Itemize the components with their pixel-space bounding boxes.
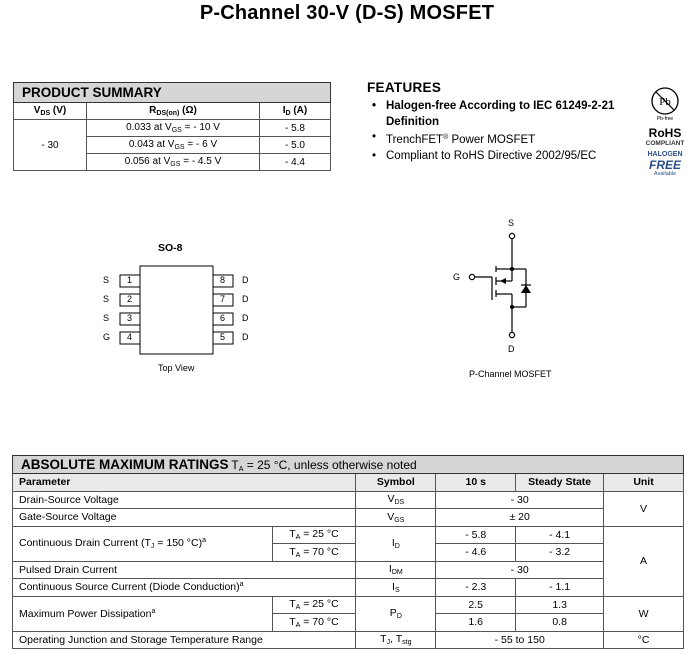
col-vds: $V_{DS}$ (V) [14, 103, 87, 120]
rds-row-3: 0.056 at $V_{GS}$ = - 4.5 V [87, 154, 260, 171]
pin-label: S [103, 313, 110, 323]
so8-package-diagram [100, 236, 250, 386]
unit-w: W [604, 596, 684, 631]
rohs-badge [640, 86, 690, 177]
package-name: SO-8 [158, 242, 183, 254]
id-row-3: - 4.4 [260, 154, 331, 171]
free-label: FREE [648, 158, 681, 172]
table-row: Gate-Source Voltage $V_{GS}$ ± 20 [13, 509, 684, 527]
unit-c: °C [604, 631, 684, 649]
table-row: Continuous Source Current (Diode Conduction)$^a$ $I_S$ - 2.3 - 1.1 [13, 579, 684, 597]
source-label: S [508, 218, 515, 228]
schematic-caption: P-Channel MOSFET [469, 369, 552, 379]
features-heading: FEATURES [367, 80, 442, 95]
pin-number: 2 [127, 294, 133, 304]
table-row: Drain-Source Voltage $V_{DS}$ - 30 V [13, 491, 684, 509]
pin-label: D [242, 332, 249, 342]
svg-text:Pb-free: Pb-free [656, 116, 674, 122]
mosfet-symbol [440, 214, 590, 384]
header-10s: 10 s [436, 474, 516, 492]
table-row: Maximum Power Dissipation$^a$ $T_A = 25$ °C $P_D$ 2.5 1.3 W [13, 596, 684, 614]
pin-label: S [103, 275, 110, 285]
feature-item-halogen-free: • Halogen-free According to IEC 61249-2-21 Definition [367, 99, 629, 130]
header-symbol: Symbol [356, 474, 436, 492]
feature-item-rohs: • Compliant to RoHS Directive 2002/95/EC [367, 149, 629, 165]
pin-label: S [103, 294, 110, 304]
table-row: Operating Junction and Storage Temperature Range $T_J$, $T_{stg}$ - 55 to 150 °C [13, 631, 684, 649]
unit-v: V [604, 491, 684, 526]
product-summary-table [13, 82, 331, 171]
pin-number: 3 [127, 313, 133, 323]
drain-label: D [508, 344, 515, 354]
pin-label: D [242, 294, 249, 304]
rds-row-1: 0.033 at $V_{GS}$ = - 10 V [87, 120, 260, 137]
col-id: $I_D$ (A) [260, 103, 331, 120]
feature-item-trenchfet: • TrenchFET® Power MOSFET [367, 130, 629, 149]
col-rds: $R_{DS(on)}$ (Ω) [87, 103, 260, 120]
gate-label: G [453, 272, 461, 282]
amr-heading: ABSOLUTE MAXIMUM RATINGS $T_A = 25$ °C, unless otherwise noted [13, 456, 684, 474]
id-row-2: - 5.0 [260, 137, 331, 154]
pin-label: D [242, 275, 249, 285]
mosfet-schematic [440, 214, 590, 384]
header-unit: Unit [604, 474, 684, 492]
table-row: $T_A = 70$ °C - 4.6 - 3.2 [13, 544, 684, 562]
table-row: Pulsed Drain Current $I_{DM}$ - 30 [13, 561, 684, 579]
product-summary-heading: PRODUCT SUMMARY [14, 83, 331, 103]
pin-number: 8 [220, 275, 226, 285]
rds-row-2: 0.043 at $V_{GS}$ = - 6 V [87, 137, 260, 154]
features-section [367, 80, 629, 164]
pin-number: 4 [127, 332, 133, 342]
pin-number: 7 [220, 294, 226, 304]
rohs-label: RoHS [648, 126, 682, 140]
pb-free-icon [648, 86, 682, 122]
header-parameter: Parameter [13, 474, 356, 492]
page-title: P-Channel 30-V (D-S) MOSFET [199, 2, 495, 24]
vds-value: - 30 [14, 120, 87, 171]
unit-a: A [604, 526, 684, 596]
svg-text:Pb: Pb [659, 96, 671, 108]
pin-label: D [242, 313, 249, 323]
id-row-1: - 5.8 [260, 120, 331, 137]
pin-number: 5 [220, 332, 226, 342]
pin-number: 6 [220, 313, 226, 323]
table-row: $T_A = 70$ °C 1.6 0.8 [13, 614, 684, 632]
available-label: Available [653, 171, 677, 177]
pin-label: G [103, 332, 111, 342]
absolute-maximum-ratings-table [12, 455, 684, 649]
halogen-label: HALOGEN [647, 151, 683, 158]
header-steady-state: Steady State [516, 474, 604, 492]
package-caption: Top View [158, 363, 195, 373]
pin-number: 1 [127, 275, 133, 285]
table-row: Continuous Drain Current ($T_J = 150$ °C)$^a$ $T_A = 25$ °C $I_D$ - 5.8 - 4.1 A [13, 526, 684, 544]
rohs-compliant: COMPLIANT [645, 140, 685, 147]
